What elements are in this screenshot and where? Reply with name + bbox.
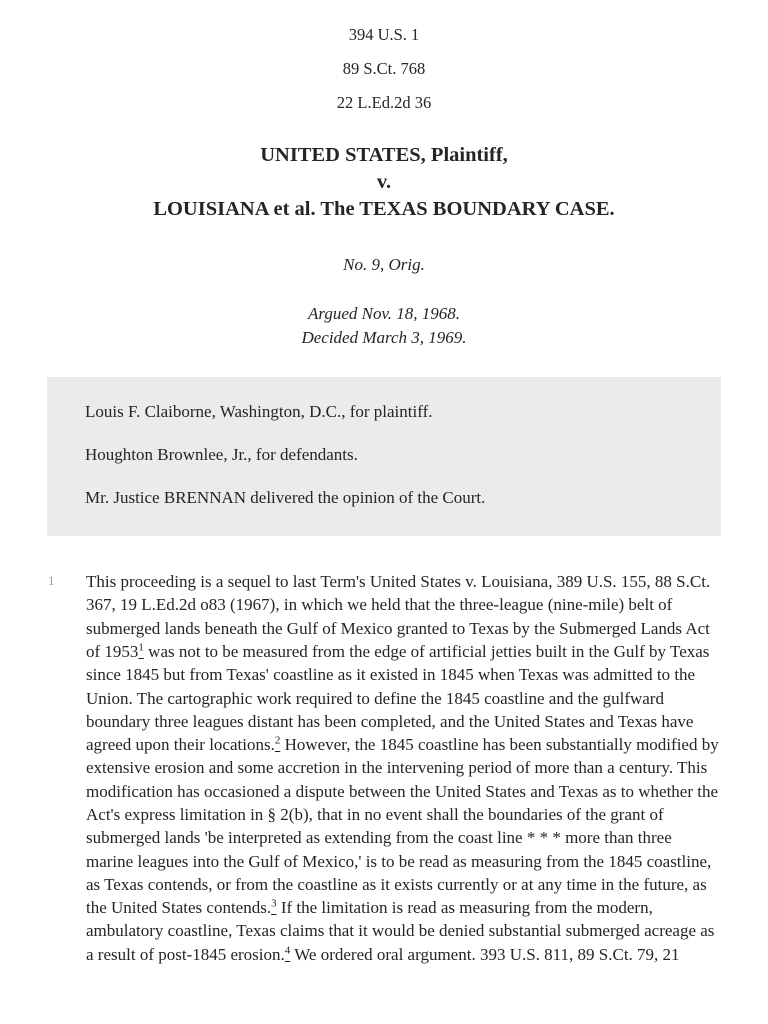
footnote-ref-4[interactable]: 4 (284, 944, 291, 956)
opinion-text-segment: If the limitation is read as measuring from the modern, ambulatory coastline, Texas claims that it would be denied substantial submerged acreage as a result of post-1845 erosion. (86, 898, 715, 964)
citation-line: 394 U.S. 1 (348, 25, 420, 44)
docket-number: No. 9, Orig. (343, 255, 425, 275)
date-block (0, 302, 768, 351)
case-title (60, 142, 708, 222)
counsel-box (47, 377, 721, 536)
counsel-defendants: Houghton Brownlee, Jr., for defendants. (85, 444, 358, 464)
footnote-ref-2[interactable]: 2 (274, 734, 281, 747)
citation-block (0, 26, 768, 112)
footnote-ref-1[interactable]: 1 (138, 641, 144, 654)
case-title-line-versus: v. (376, 171, 392, 194)
opinion-text-segment: However, the 1845 coastline has been substantially modified by extensive erosion and some accretion in the intervening period of more than a century. This modification has occasioned a dispute between the United States and Texas as to whether the Act's express limitation in § 2(b), that in no event shall the boundaries of the grant of submerged lands 'be interpreted as extending from the coast line * * * more than three marine leagues into the Gulf of Mexico,' is to be read as measuring from the 1845 coastline, as Texas contends, or from the coastline as it exists currently or at any time in the future, as the United States contends. (86, 735, 719, 918)
citation-line: 22 L.Ed.2d 36 (336, 93, 432, 113)
opinion-paragraph-text (86, 570, 720, 966)
paragraph-number: 1 (48, 573, 55, 589)
opinion-paragraph (48, 570, 720, 966)
case-title-line-plaintiff: UNITED STATES, Plaintiff, (260, 144, 508, 167)
opinion-text-segment: We ordered oral argument. 393 U.S. 811, 89 S.Ct. 79, 21 (290, 944, 680, 964)
counsel-plaintiff: Louis F. Claiborne, Washington, D.C., for plaintiff. (85, 401, 433, 421)
citation-line: 89 S.Ct. 768 (342, 59, 426, 79)
case-title-line-defendant: LOUISIANA et al. The TEXAS BOUNDARY CASE. (153, 197, 615, 220)
opinion-author-line: Mr. Justice BRENNAN delivered the opinion of the Court. (85, 488, 486, 508)
footnote-ref-3[interactable]: 3 (271, 897, 277, 910)
argued-date: Argued Nov. 18, 1968. (307, 303, 461, 323)
decided-date: Decided March 3, 1969. (301, 328, 467, 348)
opinion-text-segment: This proceeding is a sequel to last Term's United States v. Louisiana, 389 U.S. 155, 88 S.Ct. 367, 19 L.Ed.2d o83 (1967), in which we held that the three-league (nine-mile) belt of submerged lands beneath the Gulf of Mexico granted to Texas by the Submerged Lands Act of 1953 (86, 572, 711, 661)
opinion-text-segment: was not to be measured from the edge of artificial jetties built in the Gulf by Texas since 1845 but from Texas' coastline as it existed in 1845 when Texas was admitted to the Union. The cartographic work required to define the 1845 coastline and the gulfward boundary three leagues distant has been completed, and the United States and Texas have agreed upon their locations. (86, 642, 710, 755)
